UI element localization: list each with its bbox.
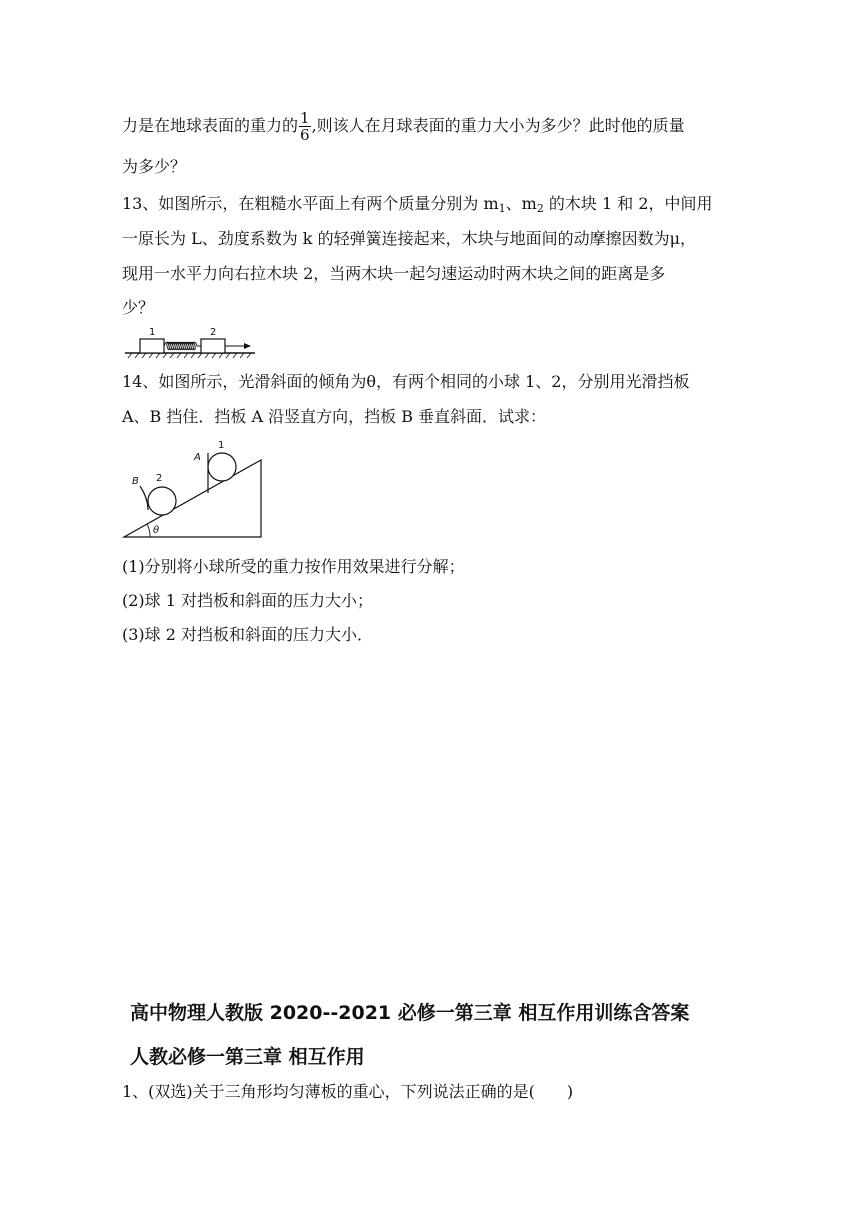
q14-sub-1: (1)分别将小球所受的重力按作用效果进行分解； bbox=[122, 557, 465, 576]
angle-arc bbox=[147, 524, 150, 537]
label-1: 1 bbox=[218, 440, 225, 451]
q12-text-post: ,则该人在月球表面的重力大小为多少？此时他的质量 bbox=[311, 116, 685, 135]
ball-2 bbox=[148, 487, 176, 515]
fraction-one-sixth: $\frac{1}{6}$ bbox=[300, 109, 310, 144]
theta-label: θ bbox=[153, 525, 160, 536]
q14-sub-3: (3)球 2 对挡板和斜面的压力大小． bbox=[122, 625, 374, 644]
q14-line-2: A、B 挡住．挡板 A 沿竖直方向，挡板 B 垂直斜面．试求： bbox=[122, 407, 547, 426]
q13-spring-blocks-figure bbox=[120, 322, 260, 362]
q13-line-3: 现用一水平力向右拉木块 2，当两木块一起匀速运动时两木块之间的距离是多 bbox=[122, 264, 666, 283]
block-2-label: 2 bbox=[210, 327, 217, 338]
label-A: A bbox=[194, 452, 201, 463]
q14-line-1: 14、如图所示，光滑斜面的倾角为θ，有两个相同的小球 1、2，分别用光滑挡板 bbox=[122, 372, 690, 391]
chapter-subtitle: 人教必修一第三章 相互作用 bbox=[130, 1046, 365, 1068]
label-B: B bbox=[132, 476, 139, 487]
q14-incline-figure bbox=[120, 436, 270, 542]
pull-arrow-icon bbox=[244, 343, 251, 349]
incline bbox=[124, 460, 261, 537]
block-1-label: 1 bbox=[149, 327, 156, 338]
spring bbox=[164, 342, 201, 350]
label-2: 2 bbox=[156, 473, 163, 484]
block-1 bbox=[140, 339, 164, 353]
block-2 bbox=[201, 339, 225, 353]
q13-line-2: 一原长为 L、劲度系数为 k 的轻弹簧连接起来，木块与地面间的动摩擦因数为μ， bbox=[122, 229, 696, 248]
q12-line-1 bbox=[122, 110, 685, 143]
q14-sub-2: (2)球 1 对挡板和斜面的压力大小； bbox=[122, 591, 374, 610]
q12-line-2: 为多少？ bbox=[122, 157, 187, 176]
q13-line-4: 少？ bbox=[122, 298, 155, 317]
q12-text-pre: 力是在地球表面的重力的 bbox=[122, 116, 299, 135]
ball-1 bbox=[208, 453, 236, 481]
baffle-B bbox=[140, 486, 148, 510]
q1-line: 1、(双选)关于三角形均匀薄板的重心，下列说法正确的是( ) bbox=[122, 1082, 574, 1101]
q13-line-1: 13、如图所示，在粗糙水平面上有两个质量分别为 $m_1$、$m_2$ 的木块 1 和 2，中间用 bbox=[122, 194, 713, 215]
document-title: 高中物理人教版 2020--2021 必修一第三章 相互作用训练含答案 bbox=[130, 1002, 690, 1024]
